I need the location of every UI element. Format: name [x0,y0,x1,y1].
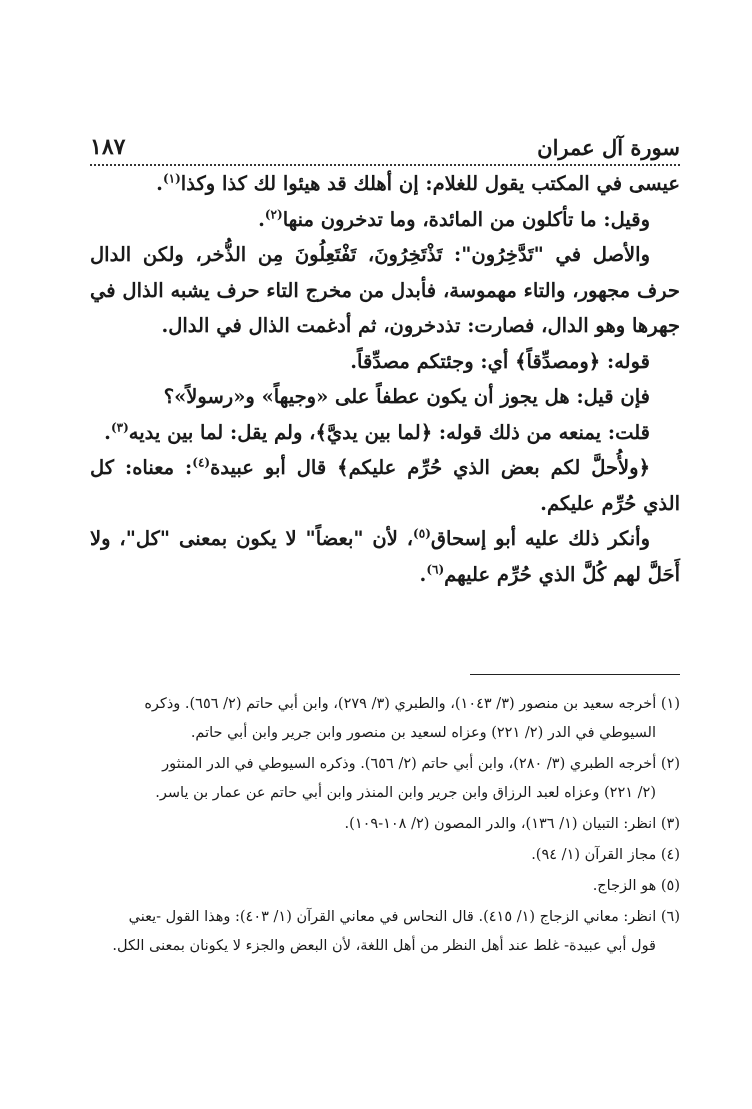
footnote-item [90,841,680,870]
book-page [90,0,680,1109]
footnote-line [90,750,680,779]
footnote-item [90,903,680,961]
footnote-text: أخرجه الطبري (٣/ ٢٨٠)، وابن أبي حاتم (٢/ ٦٥٦). وذكره السيوطي في الدر المنثور [162,756,657,772]
text-run: ﴿ولأُحلَّ لكم بعض الذي حُرِّم عليكم﴾ قال أبو عبيدة [210,456,650,479]
paragraph: عيسى في المكتب يقول للغلام: إن أهلك قد هيئوا لك كذا وكذا$^{(١)}$. [156,171,680,195]
footnote-marker: (١) [162,171,181,186]
footnote-number: (١) [660,696,680,712]
paragraph: قوله: ﴿ومصدِّقاً﴾ أي: وجئتكم مصدِّقاً. [350,349,650,373]
footnote-marker: (٦) [426,562,445,576]
paragraph: فإن قيل: هل يجوز أن يكون عطفاً على «وجيهاً» و«رسولاً»؟ [163,385,650,408]
main-text [90,166,680,592]
paragraph: قلت: يمنعه من ذلك قوله: ﴿لما بين يديَّ﴾، ولم يقل: لما بين يديه$^{(٣)}$. [104,420,650,444]
footnote-line [90,903,680,932]
footnote-item [90,690,680,748]
footnote-continuation [90,932,680,961]
footnote-continuation [90,779,680,808]
footnote-item [90,750,680,808]
footnote-marker: (٥) [413,526,431,541]
footnote-text: (٢/ ٢٢١) وعزاه لعبد الرزاق وابن جرير وابن المنذر وابن أبي حاتم عن عمار بن ياسر. [155,785,656,801]
footnote-number: (٤) [660,847,680,863]
footnote-marker: (٢) [264,207,283,221]
footnote-number: (٢) [660,756,680,772]
running-title: سورة آل عمران [537,135,680,160]
text-run: عيسى في المكتب يقول للغلام: إن أهلك قد هيئوا لك كذا وكذا [180,172,680,195]
text-run: ، لأن "بعضاً" لا يكون بمعنى "كل"، ولا أَحَلَّ لهم كُلَّ الذي حُرِّم عليهم [90,527,680,586]
text-run: قلت: يمنعه من ذلك قوله: ﴿لما بين يديَّ﴾، ولم يقل: لما بين يديه [128,420,650,444]
footnote-text: السيوطي في الدر (٢/ ٢٢١) وعزاه لسعيد بن منصور وابن جرير وابن أبي حاتم. [190,725,656,741]
footnote-text: انظر: معاني الزجاج (١/ ٤١٥). قال النحاس في معاني القرآن (١/ ٤٠٣): وهذا القول -يعني [128,909,657,925]
text-run: : معناه: كل الذي حُرِّم عليكم. [90,456,680,515]
footnote-marker: (٣) [110,420,129,434]
footnote-text: أخرجه سعيد بن منصور (٣/ ١٠٤٣)، والطبري (٣/ ٢٧٩)، وابن أبي حاتم (٢/ ٦٥٦). وذكره [144,696,657,712]
footnotes [90,690,680,963]
footnote-line [90,810,680,839]
text-run: وقيل: ما تأكلون من المائدة، وما تدخرون منها [282,207,650,231]
footnote-line [90,872,680,901]
text-run: وأنكر ذلك عليه أبو إسحاق [430,527,650,550]
footnote-separator [470,674,680,675]
paragraph: وقيل: ما تأكلون من المائدة، وما تدخرون منها$^{(٢)}$. [258,207,650,231]
page-number: ١٨٧ [90,134,126,160]
footnote-text: مجاز القرآن (١/ ٩٤). [531,847,657,863]
footnote-line [90,690,680,719]
running-header [90,128,680,166]
footnote-text: قول أبي عبيدة- غلط عند أهل النظر من أهل اللغة، لأن البعض والجزء لا يكونان بمعنى الكل. [112,938,656,954]
footnote-marker: (٤) [192,455,211,470]
footnote-number: (٣) [660,816,680,832]
footnote-text: هو الزجاج. [592,878,657,894]
footnote-line [90,841,680,870]
footnote-text: انظر: التبيان (١/ ١٣٦)، والدر المصون (٢/ ١٠٨-١٠٩). [344,816,657,832]
footnote-number: (٥) [660,878,680,894]
footnote-item [90,810,680,839]
footnote-item [90,872,680,901]
paragraph [90,521,680,592]
paragraph [90,450,680,521]
footnote-number: (٦) [660,909,680,925]
footnote-continuation [90,719,680,748]
paragraph: والأصل في "تَدَّخِرُون": تَذْتَخِرُونَ، تَفْتَعِلُونَ مِن الذُّخر، ولكن الدال حرف مجهور، والتاء مهموسة، فأبدل من مخرج التاء حرف يشبه الذال في جهرها وهو الدال، فصارت: تذدخرون، ثم أدغمت الذال في الدال. [90,243,680,337]
text-run: . [419,562,427,586]
